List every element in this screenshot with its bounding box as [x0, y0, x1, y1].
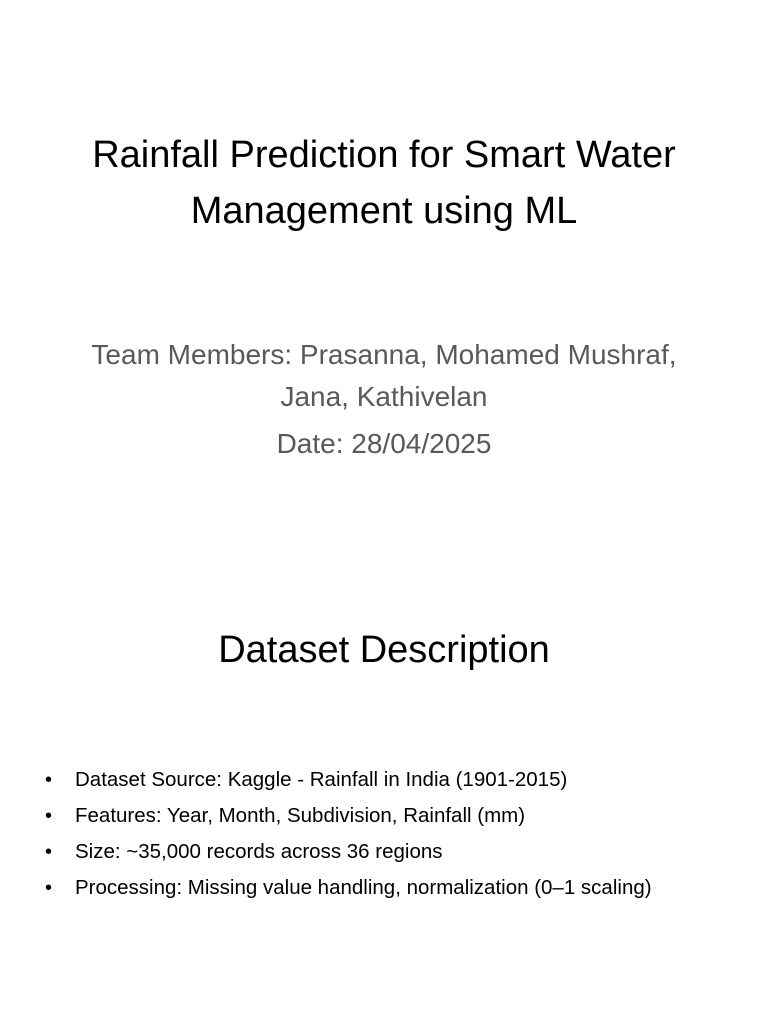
dataset-slide	[0, 576, 768, 1024]
bullet-icon: •	[45, 769, 53, 791]
bullet-list	[45, 766, 735, 910]
bullet-text: Processing: Missing value handling, normalization (0–1 scaling)	[75, 876, 652, 899]
bullet-text: Dataset Source: Kaggle - Rainfall in India (1901-2015)	[75, 768, 568, 791]
bullet-item	[45, 874, 735, 902]
bullet-icon: •	[45, 805, 53, 827]
bullet-icon: •	[45, 841, 53, 863]
bullet-text: Features: Year, Month, Subdivision, Rainfall (mm)	[75, 804, 526, 827]
presentation-title: Rainfall Prediction for Smart Water Management using ML	[92, 134, 676, 232]
subtitle-block	[90, 334, 678, 465]
bullet-item	[45, 766, 735, 794]
bullet-text: Size: ~35,000 records across 36 regions	[75, 840, 443, 863]
presentation-date: Date: 28/04/2025	[276, 428, 492, 459]
slide-title: Dataset Description	[218, 629, 550, 671]
bullet-icon: •	[45, 877, 53, 899]
bullet-item	[45, 802, 735, 830]
bullet-item	[45, 838, 735, 866]
team-members: Team Members: Prasanna, Mohamed Mushraf, Jana, Kathivelan	[91, 339, 677, 412]
